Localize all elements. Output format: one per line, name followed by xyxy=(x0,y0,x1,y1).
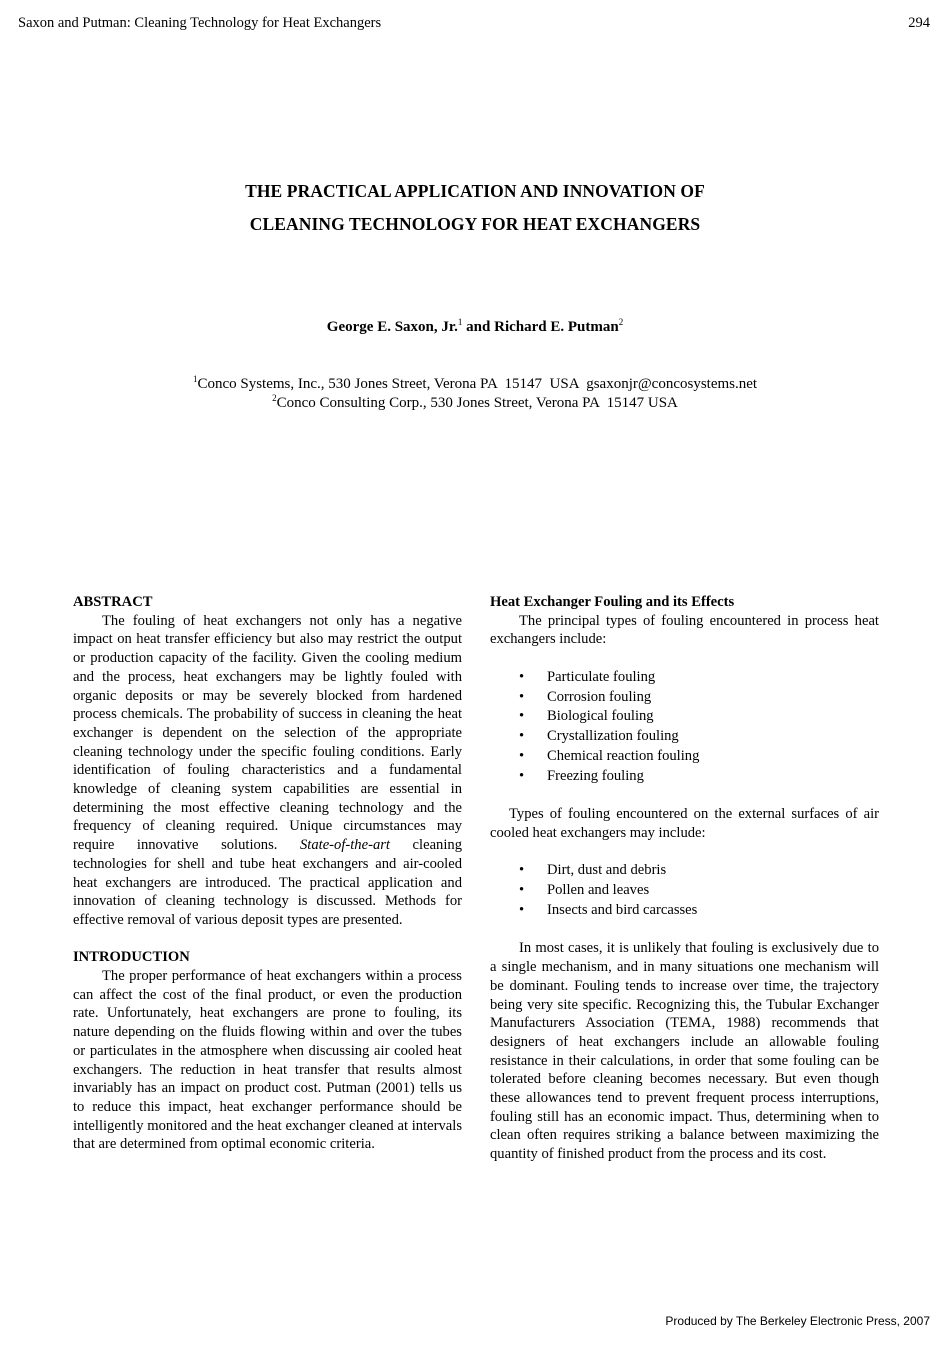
affiliation-1 xyxy=(0,376,950,393)
fouling-heading: Heat Exchanger Fouling and its Effects xyxy=(490,594,735,610)
list-item: • Dirt, dust and debris xyxy=(490,861,879,881)
spacer xyxy=(490,649,879,668)
list-item: • Insects and bird carcasses xyxy=(490,901,879,921)
bullet-icon: • xyxy=(519,862,525,879)
affiliation-1-mark: 1 xyxy=(192,374,198,384)
introduction-heading: INTRODUCTION xyxy=(73,949,190,966)
author-2-affil-mark: 2 xyxy=(618,317,624,327)
bullet-icon: • xyxy=(519,668,525,685)
affiliation-2-text: Conco Consulting Corp., 530 Jones Street, Verona PA 15147 USA xyxy=(276,395,678,411)
page-number: 294 xyxy=(908,15,930,31)
bullet-icon: • xyxy=(519,688,525,705)
fouling-intro: The principal types of fouling encountered in process heat exchangers include: xyxy=(490,612,879,648)
list-item: • Freezing fouling xyxy=(490,767,879,787)
paper-title-line-2: CLEANING TECHNOLOGY FOR HEAT EXCHANGERS xyxy=(249,214,701,234)
right-column xyxy=(490,593,879,1164)
spacer xyxy=(490,787,879,806)
spacer xyxy=(490,921,879,940)
affiliation-2-mark: 2 xyxy=(272,393,277,403)
bullet-icon: • xyxy=(519,728,525,745)
abstract-body xyxy=(73,612,462,930)
publisher-footer: Produced by The Berkeley Electronic Press, 2007 xyxy=(665,1314,930,1328)
abstract-text-1: The fouling of heat exchangers not only has a negative impact on heat transfer efficiency but also may restrict the output or production capacity of the facility. Given the cooling medium and the process, heat exchangers may be lightly fouled with organic deposits or may be severely blocked from hardened process chemicals. The probability of success in cleaning the heat exchanger is dependent on the selection of the appropriate cleaning technology under the specific fouling conditions. Early identification of fouling characteristics and a fundamental knowledge of cleaning system capabilities are essential in determining the most effective cleaning technology and the frequency of cleaning required. Unique circumstances may require innovative solutions. xyxy=(73,612,462,854)
fouling-conclusion: In most cases, it is unlikely that fouling is exclusively due to a single mechanism, and in many situations one mechanism will be dominant. Fouling tends to increase over time, the trajectory being very site specific. Recognizing this, the Tubular Exchanger Manufacturers Association (TEMA, 1988) recommends that designers of heat exchangers include an allowable fouling resistance in their calculations, in order that some fouling can be tolerated before cleaning becomes necessary. But even though these allowances tend to prevent frequent process interruptions, fouling still has an economic impact. Thus, determining when to clean often requires striking a balance between maximizing the quantity of finished product from the process and its cost. xyxy=(490,940,879,1163)
bullet-icon: • xyxy=(519,901,525,918)
author-list xyxy=(0,319,950,336)
author-2: Richard E. Putman xyxy=(494,319,619,335)
author-conjunction: and xyxy=(462,319,495,335)
affiliation-2 xyxy=(0,395,950,412)
list-item: • Crystallization fouling xyxy=(490,727,879,747)
external-fouling-intro: Types of fouling encountered on the external surfaces of air cooled heat exchangers may include: xyxy=(490,806,879,841)
paper-title-line-1: THE PRACTICAL APPLICATION AND INNOVATION OF xyxy=(245,181,705,201)
spacer xyxy=(490,843,879,862)
abstract-italic-term: State-of-the-art xyxy=(300,837,390,854)
author-1: George E. Saxon, Jr. xyxy=(326,319,458,335)
list-item: • Pollen and leaves xyxy=(490,881,879,901)
introduction-body: The proper performance of heat exchangers within a process can affect the cost of the final product, or even the production rate. Unfortunately, heat exchangers are prone to fouling, its nature depending on the fluids flowing within and over the tubes or particulates in the atmosphere when discussing air cooled heat exchangers. The reduction in heat transfer that results almost invariably has an impact on product cost. Putman (2001) tells us to reduce this impact, heat exchanger performance should be intelligently monitored and the heat exchanger cleaned at intervals that are determined from optimal economic criteria. xyxy=(73,968,462,1153)
abstract-text-2: cleaning technologies for shell and tube heat exchangers and air-cooled heat exchangers are introduced. The practical application and innovation of cleaning technology is discussed. Methods for effective removal of various deposit types are presented. xyxy=(73,837,462,928)
affiliation-1-text: Conco Systems, Inc., 530 Jones Street, Verona PA 15147 USA gsaxonjr@concosystems.net xyxy=(197,376,758,392)
list-item: • Biological fouling xyxy=(490,707,879,727)
fouling-types-list xyxy=(490,668,879,787)
bullet-icon: • xyxy=(519,747,525,764)
author-1-affil-mark: 1 xyxy=(457,317,463,327)
bullet-icon: • xyxy=(519,708,525,725)
bullet-icon: • xyxy=(519,882,525,899)
abstract-heading: ABSTRACT xyxy=(73,594,153,610)
external-fouling-list xyxy=(490,861,879,920)
bullet-icon: • xyxy=(519,767,525,784)
left-column xyxy=(73,593,462,1154)
list-item: • Chemical reaction fouling xyxy=(490,747,879,767)
list-item: • Corrosion fouling xyxy=(490,688,879,708)
running-header-title: Saxon and Putman: Cleaning Technology for Heat Exchangers xyxy=(18,15,382,31)
spacer xyxy=(73,930,462,949)
list-item: • Particulate fouling xyxy=(490,668,879,688)
